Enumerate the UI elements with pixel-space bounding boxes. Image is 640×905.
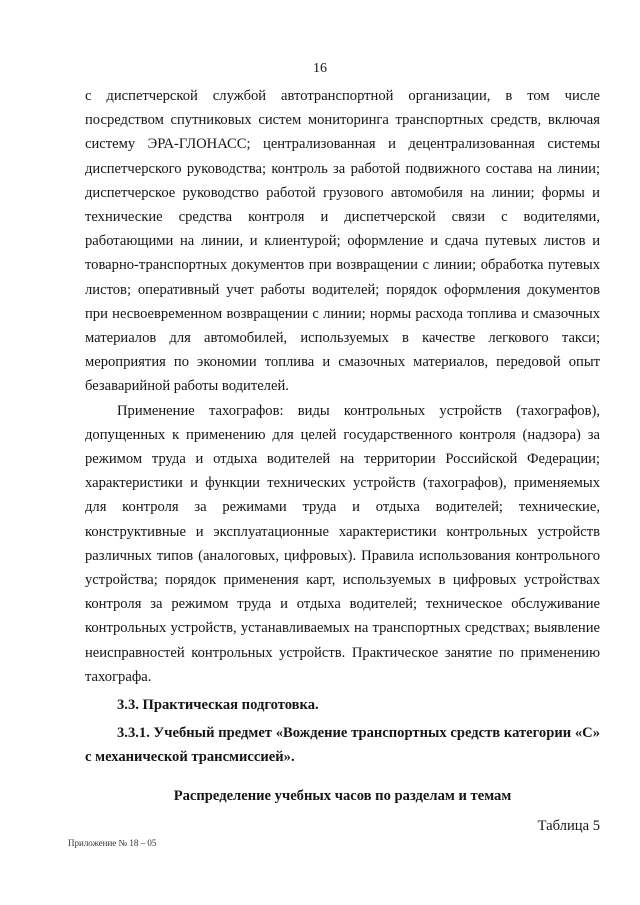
footer-note: Приложение № 18 – 05 bbox=[68, 838, 157, 848]
paragraph-dispatch: с диспетчерской службой автотранспортной организации, в том числе посредством спутниковых систем мониторинга транспортных средств, включая систему ЭРА-ГЛОНАСС; централизованная и децентрализованная системы диспетчерского руководства; контроль за работой подвижного состава на линии; диспетчерское руководство работой грузового автомобиля на линии; формы и технические средства контроля и диспетчерской связи с водителями, работающими на линии, и клиентурой; оформление и сдача путевых листов и товарно-транспортных документов при возвращении с линии; обработка путевых листов; оперативный учет работы водителей; порядок оформления документов при несвоевременном возвращении с линии; нормы расхода топлива и смазочных материалов для автомобилей, используемых в качестве легкового такси; мероприятия по экономии топлива и смазочных материалов, передовой опыт безаварийной работы водителей. bbox=[85, 88, 600, 395]
table-label: Таблица 5 bbox=[537, 817, 600, 834]
paragraph-tachographs: Применение тахографов: виды контрольных устройств (тахографов), допущенных к применению для целей государственного контроля (надзора) за режимом труда и отдыха водителей на территории Российской Федерации; характеристики и функции технических устройств (тахографов), применяемых для контроля за режимами труда и отдыха водителей; технические, конструктивные и эксплуатационные характеристики контрольных устройств различных типов (аналоговых, цифровых). Правила использования контрольного устройства; порядок применения карт, используемых в цифровых устройствах контроля за режимом труда и отдыха водителей; техническое обслуживание контрольных устройств, устанавливаемых на транспортных средствах; выявление неисправностей контрольных устройств. Практическое занятие по применению тахографа. bbox=[85, 402, 600, 685]
subsection-heading: 3.3.1. Учебный предмет «Вождение транспортных средств категории «С» с механической трансмиссией». bbox=[85, 725, 600, 766]
section-heading: 3.3. Практическая подготовка. bbox=[117, 697, 319, 714]
document-body bbox=[85, 84, 600, 838]
distribution-title: Распределение учебных часов по разделам и темам bbox=[173, 787, 512, 804]
page-number: 16 bbox=[313, 61, 327, 76]
